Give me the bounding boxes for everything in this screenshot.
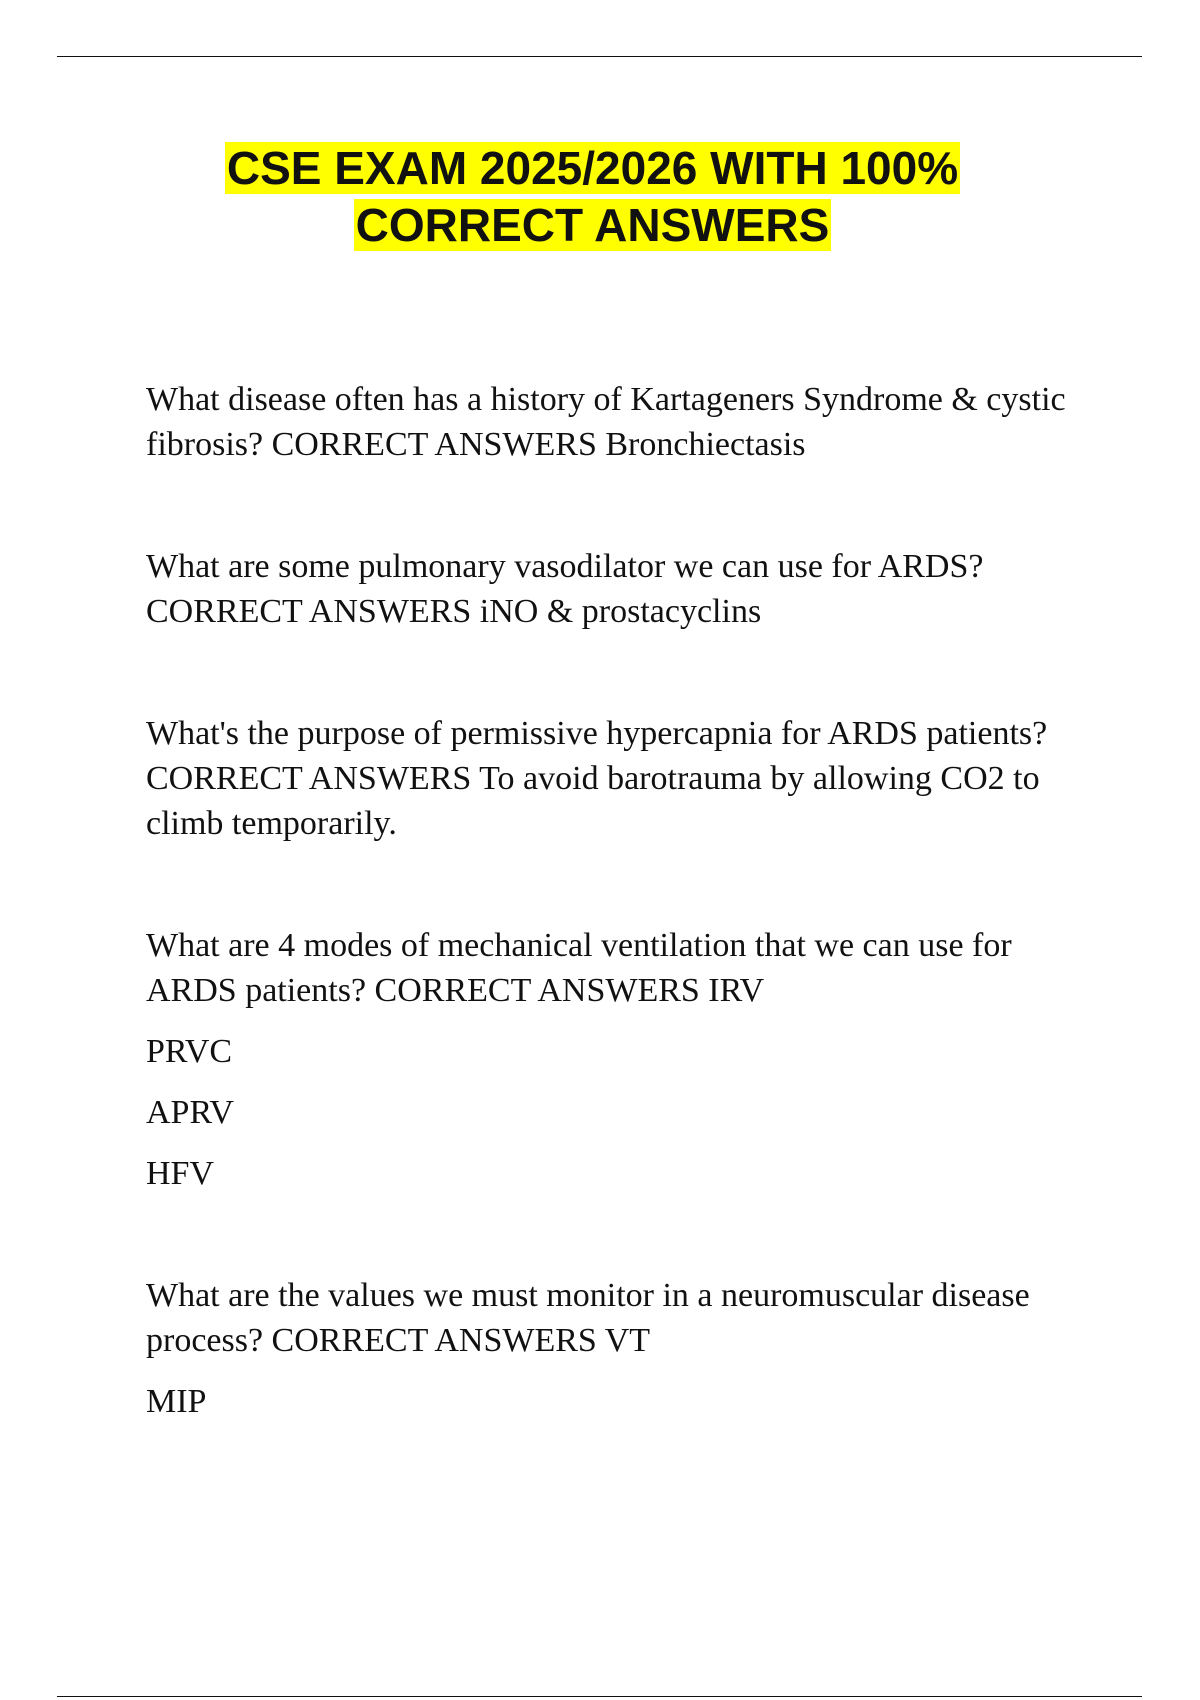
qa-item — [146, 711, 1096, 846]
qa-text: What are 4 modes of mechanical ventilation that we can use for ARDS patients? CORRECT ANSWERS IRV — [146, 927, 1012, 1009]
qa-text: What are the values we must monitor in a neuromuscular disease process? CORRECT ANSWERS VT — [146, 1277, 1030, 1359]
qa-text: What's the purpose of permissive hypercapnia for ARDS patients? CORRECT ANSWERS To avoid barotrauma by allowing CO2 to climb temporarily. — [146, 715, 1048, 842]
qa-text: What disease often has a history of Kartageners Syndrome & cystic fibrosis? CORRECT ANSWERS Bronchiectasis — [146, 381, 1066, 463]
title-line-2: CORRECT ANSWERS — [355, 199, 830, 251]
qa-item — [146, 1273, 1096, 1424]
qa-text: What are some pulmonary vasodilator we can use for ARDS? CORRECT ANSWERS iNO & prostacyclins — [146, 548, 984, 630]
answer-line: APRV — [146, 1094, 234, 1131]
answer-line: PRVC — [146, 1033, 233, 1070]
footer-rule — [57, 1696, 1142, 1697]
answer-line: HFV — [146, 1155, 215, 1192]
page-title — [0, 140, 1185, 254]
qa-item — [146, 923, 1096, 1196]
title-line-1: CSE EXAM 2025/2026 WITH 100% — [226, 142, 959, 194]
qa-item — [146, 544, 1096, 634]
header-rule — [57, 56, 1142, 57]
qa-item — [146, 377, 1096, 467]
qa-list — [146, 377, 1096, 1424]
answer-line: MIP — [146, 1383, 207, 1420]
